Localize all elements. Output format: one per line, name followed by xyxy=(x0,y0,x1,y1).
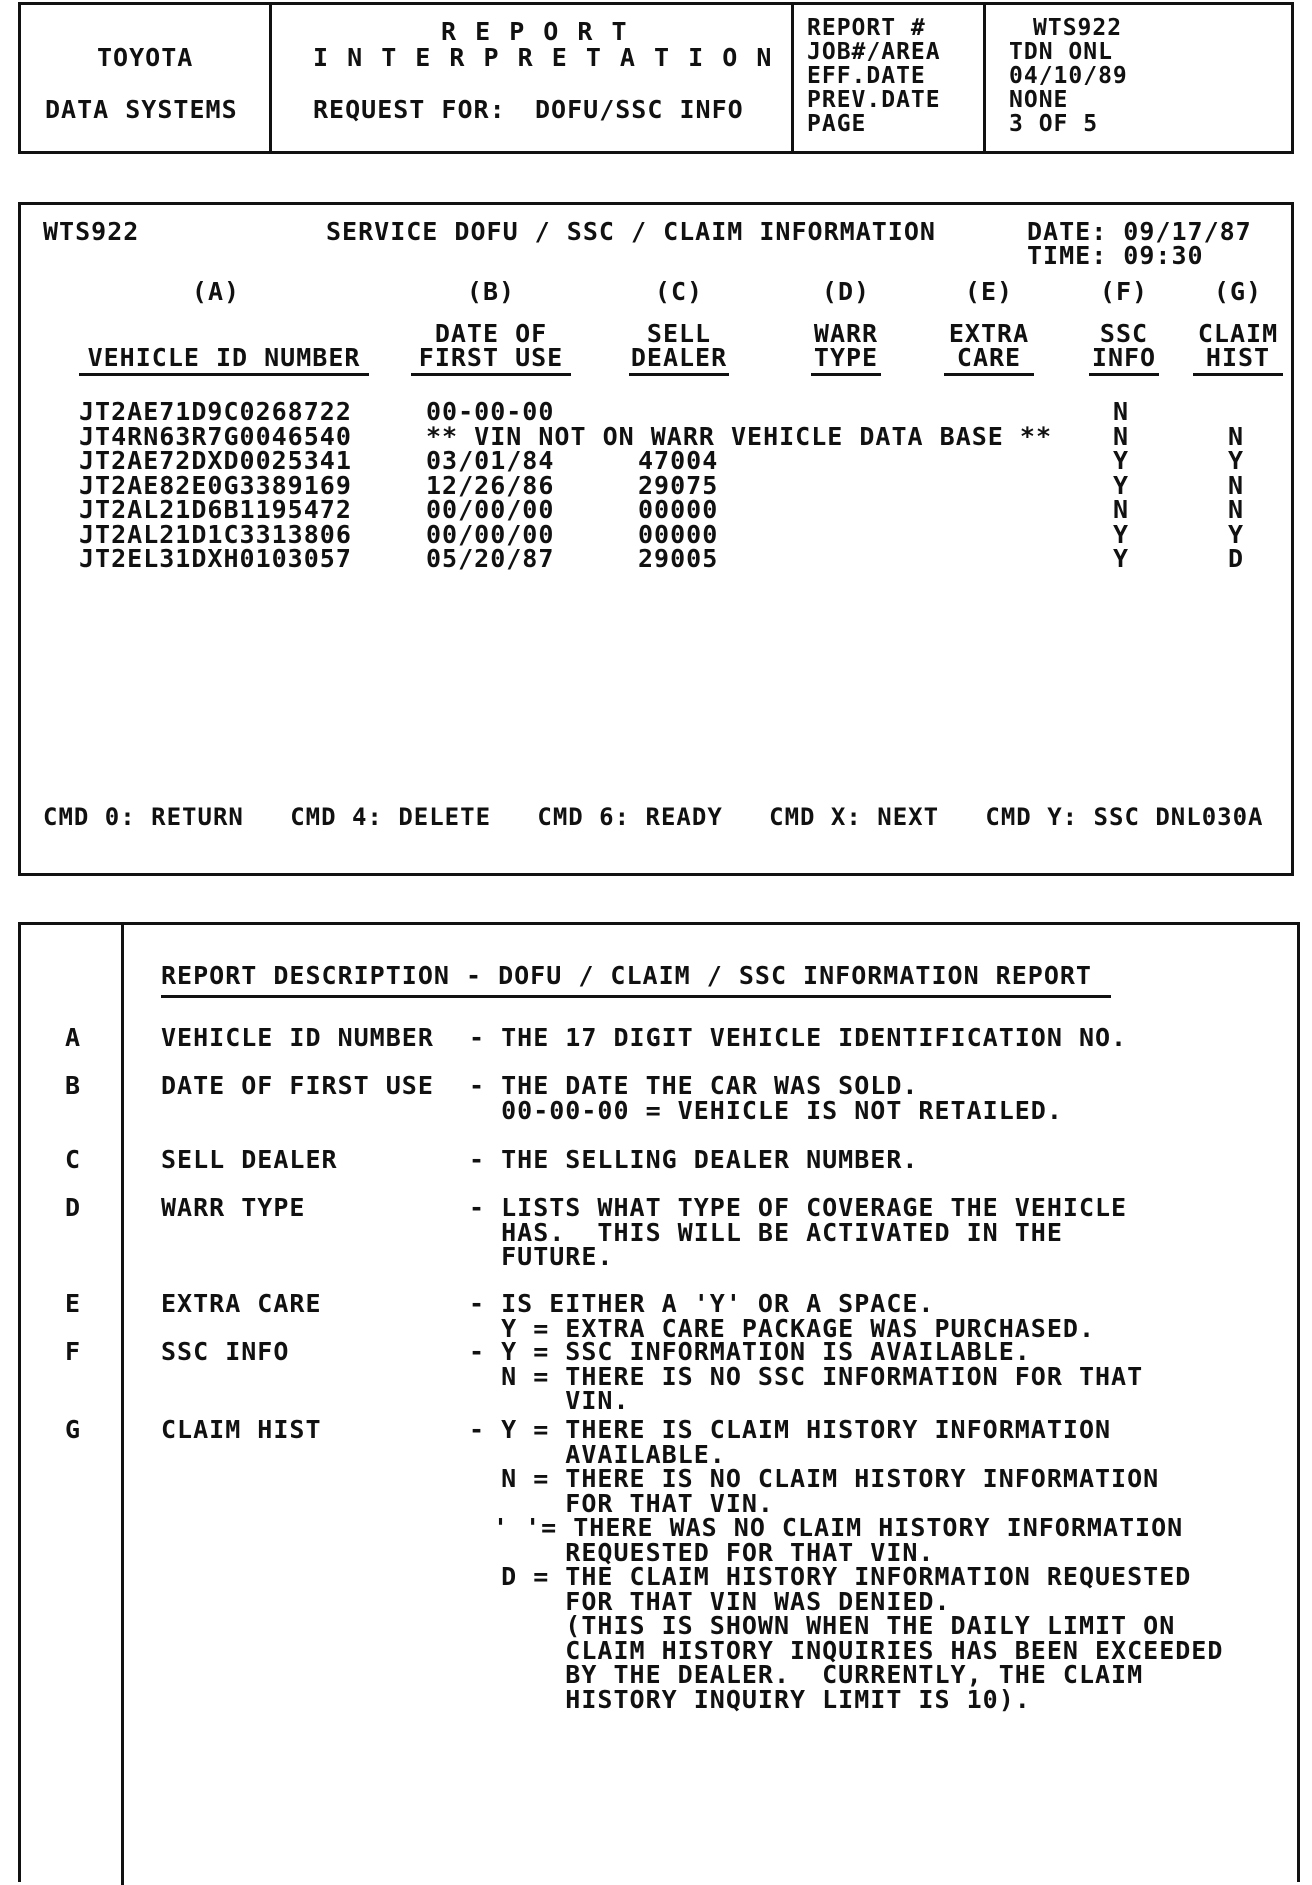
column-header-underline xyxy=(944,373,1034,376)
description-letter: E xyxy=(65,1289,82,1318)
dealer-cell: 00000 xyxy=(638,495,719,524)
ssc-cell: Y xyxy=(1113,470,1130,500)
claim-cell: N xyxy=(1228,470,1245,500)
request-value: DOFU/SSC INFO xyxy=(535,95,744,124)
meta-value: 3 OF 5 xyxy=(1009,111,1099,137)
report-title-line2: I N T E R P R E T A T I O N xyxy=(313,43,774,72)
description-line: D = THE CLAIM HISTORY INFORMATION REQUESTED xyxy=(469,1562,1192,1591)
company-name: TOYOTA xyxy=(97,43,194,72)
column-header-underline xyxy=(79,373,369,376)
meta-label: PREV.DATE xyxy=(807,87,941,113)
description-line: ' '= THERE WAS NO CLAIM HISTORY INFORMATION xyxy=(493,1513,1184,1542)
request-label: REQUEST FOR: xyxy=(313,95,506,124)
column-header-underline xyxy=(811,373,881,376)
header-divider xyxy=(269,5,272,151)
column-header-line1: WARR xyxy=(813,319,879,348)
description-field: CLAIM HIST xyxy=(161,1415,322,1444)
column-header-underline xyxy=(1193,373,1283,376)
description-line: HAS. THIS WILL BE ACTIVATED IN THE xyxy=(469,1217,1063,1247)
meta-value: 04/10/89 xyxy=(1009,63,1128,89)
description-line: Y = EXTRA CARE PACKAGE WAS PURCHASED. xyxy=(469,1313,1095,1343)
column-header-line1: DATE OF xyxy=(434,319,548,348)
header-divider xyxy=(983,5,986,151)
column-letter: (A) xyxy=(191,277,241,306)
column-header-underline xyxy=(1089,373,1159,376)
description-line: - THE SELLING DEALER NUMBER. xyxy=(469,1145,919,1174)
description-line: N = THERE IS NO SSC INFORMATION FOR THAT xyxy=(469,1361,1144,1391)
vin-cell: JT2EL31DXH0103057 xyxy=(79,544,352,573)
company-division: DATA SYSTEMS xyxy=(45,95,238,124)
description-line: FUTURE. xyxy=(469,1242,614,1271)
meta-value: WTS922 xyxy=(1033,15,1123,41)
description-field: SSC INFO xyxy=(161,1337,290,1366)
dealer-cell: 29075 xyxy=(638,470,719,500)
description-title: REPORT DESCRIPTION - DOFU / CLAIM / SSC INFORMATION REPORT xyxy=(161,961,1092,990)
description-line: HISTORY INQUIRY LIMIT IS 10). xyxy=(469,1684,1031,1714)
column-letter: (B) xyxy=(466,277,516,306)
description-title-underline xyxy=(161,995,1111,998)
description-line: (THIS IS SHOWN WHEN THE DAILY LIMIT ON xyxy=(469,1611,1176,1640)
vin-cell: JT2AE82E0G3389169 xyxy=(79,470,352,500)
description-line: BY THE DEALER. CURRENTLY, THE CLAIM xyxy=(469,1660,1144,1689)
meta-value: TDN ONL xyxy=(1009,39,1113,65)
column-letter: (D) xyxy=(821,277,871,306)
ssc-cell: N xyxy=(1113,397,1130,426)
description-field: VEHICLE ID NUMBER xyxy=(161,1023,434,1052)
description-letter: G xyxy=(65,1415,82,1444)
meta-label: REPORT # xyxy=(807,15,926,41)
column-letter: (G) xyxy=(1213,277,1263,306)
command-bar: CMD 0: RETURN CMD 4: DELETE CMD 6: READY CMD X: NEXT CMD Y: SSC DNL030A xyxy=(43,803,1264,831)
report-title-line1: R E P O R T xyxy=(441,17,629,46)
description-field: DATE OF FIRST USE xyxy=(161,1071,434,1100)
report-description xyxy=(18,922,1300,1882)
description-line: VIN. xyxy=(469,1386,630,1415)
column-letter: (C) xyxy=(654,277,704,306)
column-header-line1: EXTRA xyxy=(948,319,1030,348)
dofu-cell: 00/00/00 xyxy=(426,519,555,549)
dealer-cell: 00000 xyxy=(638,519,719,549)
description-line: N = THERE IS NO CLAIM HISTORY INFORMATION xyxy=(469,1464,1160,1493)
header-divider xyxy=(791,5,794,151)
description-line: - LISTS WHAT TYPE OF COVERAGE THE VEHICLE xyxy=(469,1193,1128,1222)
description-line: - Y = SSC INFORMATION IS AVAILABLE. xyxy=(469,1337,1031,1366)
description-letter: D xyxy=(65,1193,82,1222)
dealer-cell: 47004 xyxy=(638,446,719,475)
column-header-line2: TYPE xyxy=(813,343,879,372)
column-header-line2: HIST xyxy=(1205,343,1271,372)
dofu-cell: 00/00/00 xyxy=(426,495,555,524)
description-line: 00-00-00 = VEHICLE IS NOT RETAILED. xyxy=(469,1095,1063,1125)
meta-label: PAGE xyxy=(807,111,867,137)
dofu-cell: ** VIN NOT ON WARR VEHICLE DATA BASE ** xyxy=(426,421,1052,451)
column-header-line2: CARE xyxy=(956,343,1022,372)
meta-label: EFF.DATE xyxy=(807,63,926,89)
ssc-cell: Y xyxy=(1113,446,1130,475)
description-line: FOR THAT VIN WAS DENIED. xyxy=(469,1586,951,1616)
column-header-line2: DEALER xyxy=(630,343,728,372)
description-letter: C xyxy=(65,1145,82,1174)
description-line: - Y = THERE IS CLAIM HISTORY INFORMATION xyxy=(469,1415,1112,1444)
description-field: EXTRA CARE xyxy=(161,1289,322,1318)
description-line: CLAIM HISTORY INQUIRIES HAS BEEN EXCEEDED xyxy=(469,1635,1224,1665)
column-header-line1: SSC xyxy=(1099,319,1149,348)
vin-cell: JT4RN63R7G0046540 xyxy=(79,421,352,451)
description-letter: A xyxy=(65,1023,82,1052)
column-header-underline xyxy=(411,373,571,376)
letter-column-divider xyxy=(121,925,124,1885)
vin-cell: JT2AL21D6B1195472 xyxy=(79,495,352,524)
column-letter: (E) xyxy=(964,277,1014,306)
screen-date: DATE: 09/17/87 xyxy=(1027,217,1252,246)
ssc-cell: Y xyxy=(1113,519,1130,549)
description-field: SELL DEALER xyxy=(161,1145,338,1174)
description-line: - THE 17 DIGIT VEHICLE IDENTIFICATION NO. xyxy=(469,1023,1128,1052)
description-line: - IS EITHER A 'Y' OR A SPACE. xyxy=(469,1289,935,1318)
screen-time: TIME: 09:30 xyxy=(1027,241,1204,270)
vin-cell: JT2AL21D1C3313806 xyxy=(79,519,352,549)
claim-cell: D xyxy=(1228,544,1245,573)
dealer-cell: 29005 xyxy=(638,544,719,573)
description-line: - THE DATE THE CAR WAS SOLD. xyxy=(469,1071,919,1100)
dofu-cell: 03/01/84 xyxy=(426,446,555,475)
column-header-line1: CLAIM xyxy=(1197,319,1279,348)
description-letter: B xyxy=(65,1071,82,1100)
dofu-cell: 05/20/87 xyxy=(426,544,555,573)
report-header xyxy=(18,2,1294,154)
claim-cell: Y xyxy=(1228,519,1245,549)
column-letter: (F) xyxy=(1099,277,1149,306)
column-header-line2: VEHICLE ID NUMBER xyxy=(87,343,361,372)
description-letter: F xyxy=(65,1337,82,1366)
claim-cell: N xyxy=(1228,421,1245,451)
description-line: FOR THAT VIN. xyxy=(469,1488,774,1518)
description-line: REQUESTED FOR THAT VIN. xyxy=(469,1537,935,1567)
meta-label: JOB#/AREA xyxy=(807,39,941,65)
screen-id: WTS922 xyxy=(43,217,140,246)
ssc-cell: N xyxy=(1113,421,1130,451)
dofu-cell: 12/26/86 xyxy=(426,470,555,500)
vin-cell: JT2AE72DXD0025341 xyxy=(79,446,352,475)
vin-cell: JT2AE71D9C0268722 xyxy=(79,397,352,426)
dofu-cell: 00-00-00 xyxy=(426,397,555,426)
column-header-line2: INFO xyxy=(1091,343,1157,372)
ssc-cell: Y xyxy=(1113,544,1130,573)
column-header-line2: FIRST USE xyxy=(418,343,564,372)
screen-title: SERVICE DOFU / SSC / CLAIM INFORMATION xyxy=(326,217,936,246)
column-header-underline xyxy=(629,373,729,376)
claim-cell: Y xyxy=(1228,446,1245,475)
meta-value: NONE xyxy=(1009,87,1069,113)
description-field: WARR TYPE xyxy=(161,1193,306,1222)
description-line: AVAILABLE. xyxy=(469,1439,726,1469)
ssc-cell: N xyxy=(1113,495,1130,524)
terminal-screen xyxy=(18,202,1294,876)
column-header-line1: SELL xyxy=(646,319,712,348)
claim-cell: N xyxy=(1228,495,1245,524)
